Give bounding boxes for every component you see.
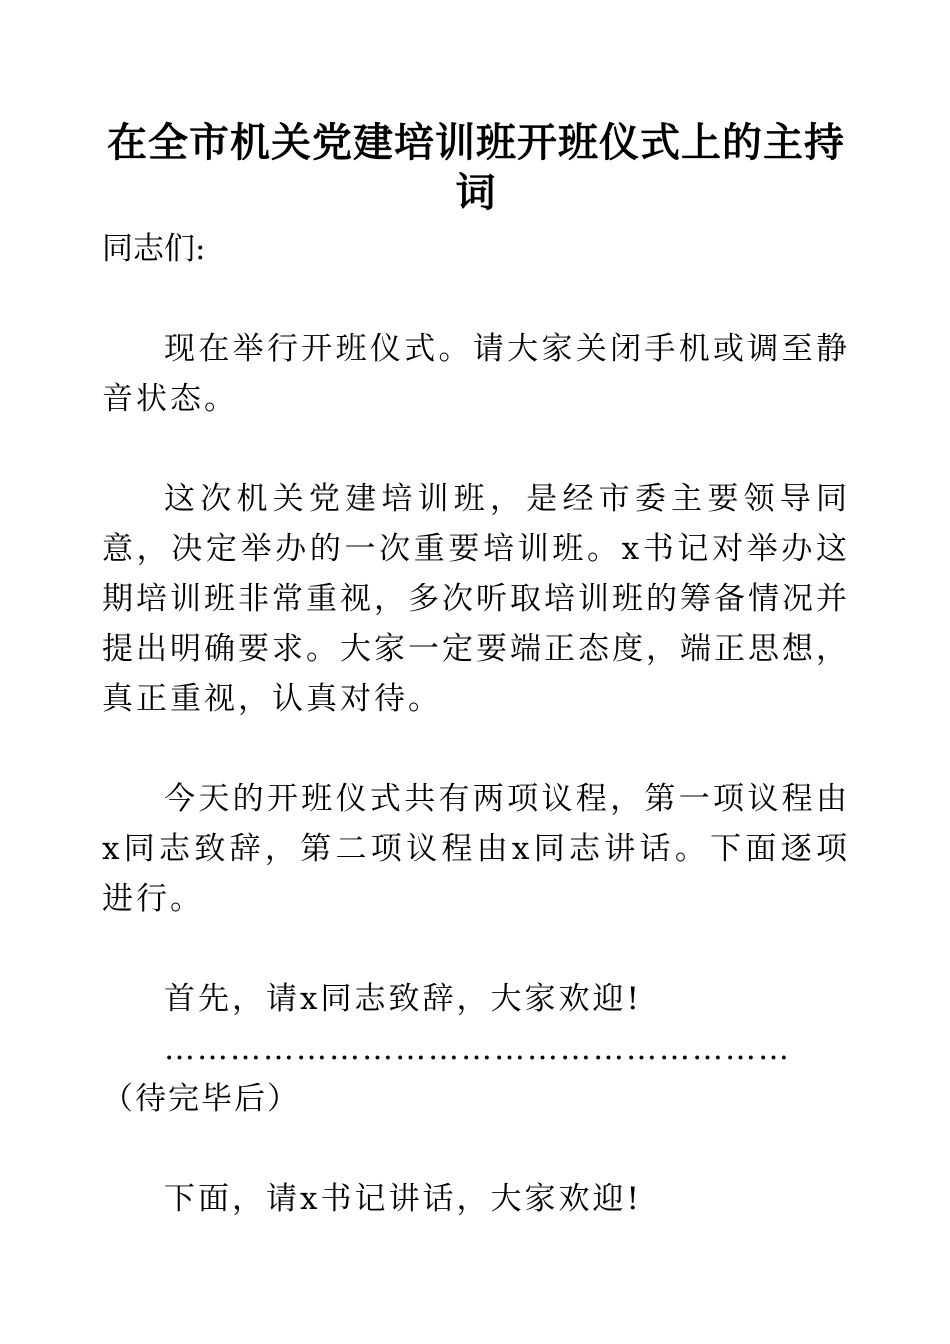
paragraph-gap xyxy=(102,724,850,774)
document-page xyxy=(102,118,850,1224)
salutation: 同志们: xyxy=(102,231,206,267)
paragraph-gap xyxy=(102,924,850,974)
paragraph-first-speaker: 首先，请x同志致辞，大家欢迎! xyxy=(164,981,642,1017)
paragraph-gap xyxy=(102,424,850,474)
paragraph-agenda: 今天的开班仪式共有两项议程，第一项议程由x同志致辞，第二项议程由x同志讲话。下面逐项进行。 xyxy=(102,781,850,917)
paragraph-gap xyxy=(102,274,850,324)
paragraph-opening: 现在举行开班仪式。请大家关闭手机或调至静音状态。 xyxy=(102,331,850,417)
paragraph-closing: 下面，请x书记讲话，大家欢迎! xyxy=(164,1181,642,1217)
waiting-note: …………………………………………………（待完毕后） xyxy=(102,1031,791,1117)
paragraph-background: 这次机关党建培训班，是经市委主要领导同意，决定举办的一次重要培训班。x书记对举办这期培训班非常重视，多次听取培训班的筹备情况并提出明确要求。大家一定要端正态度，端正思想，真正重视，认真对待。 xyxy=(102,481,850,717)
document-title: 在全市机关党建培训班开班仪式上的主持词 xyxy=(107,119,845,216)
paragraph-gap xyxy=(102,1124,850,1174)
